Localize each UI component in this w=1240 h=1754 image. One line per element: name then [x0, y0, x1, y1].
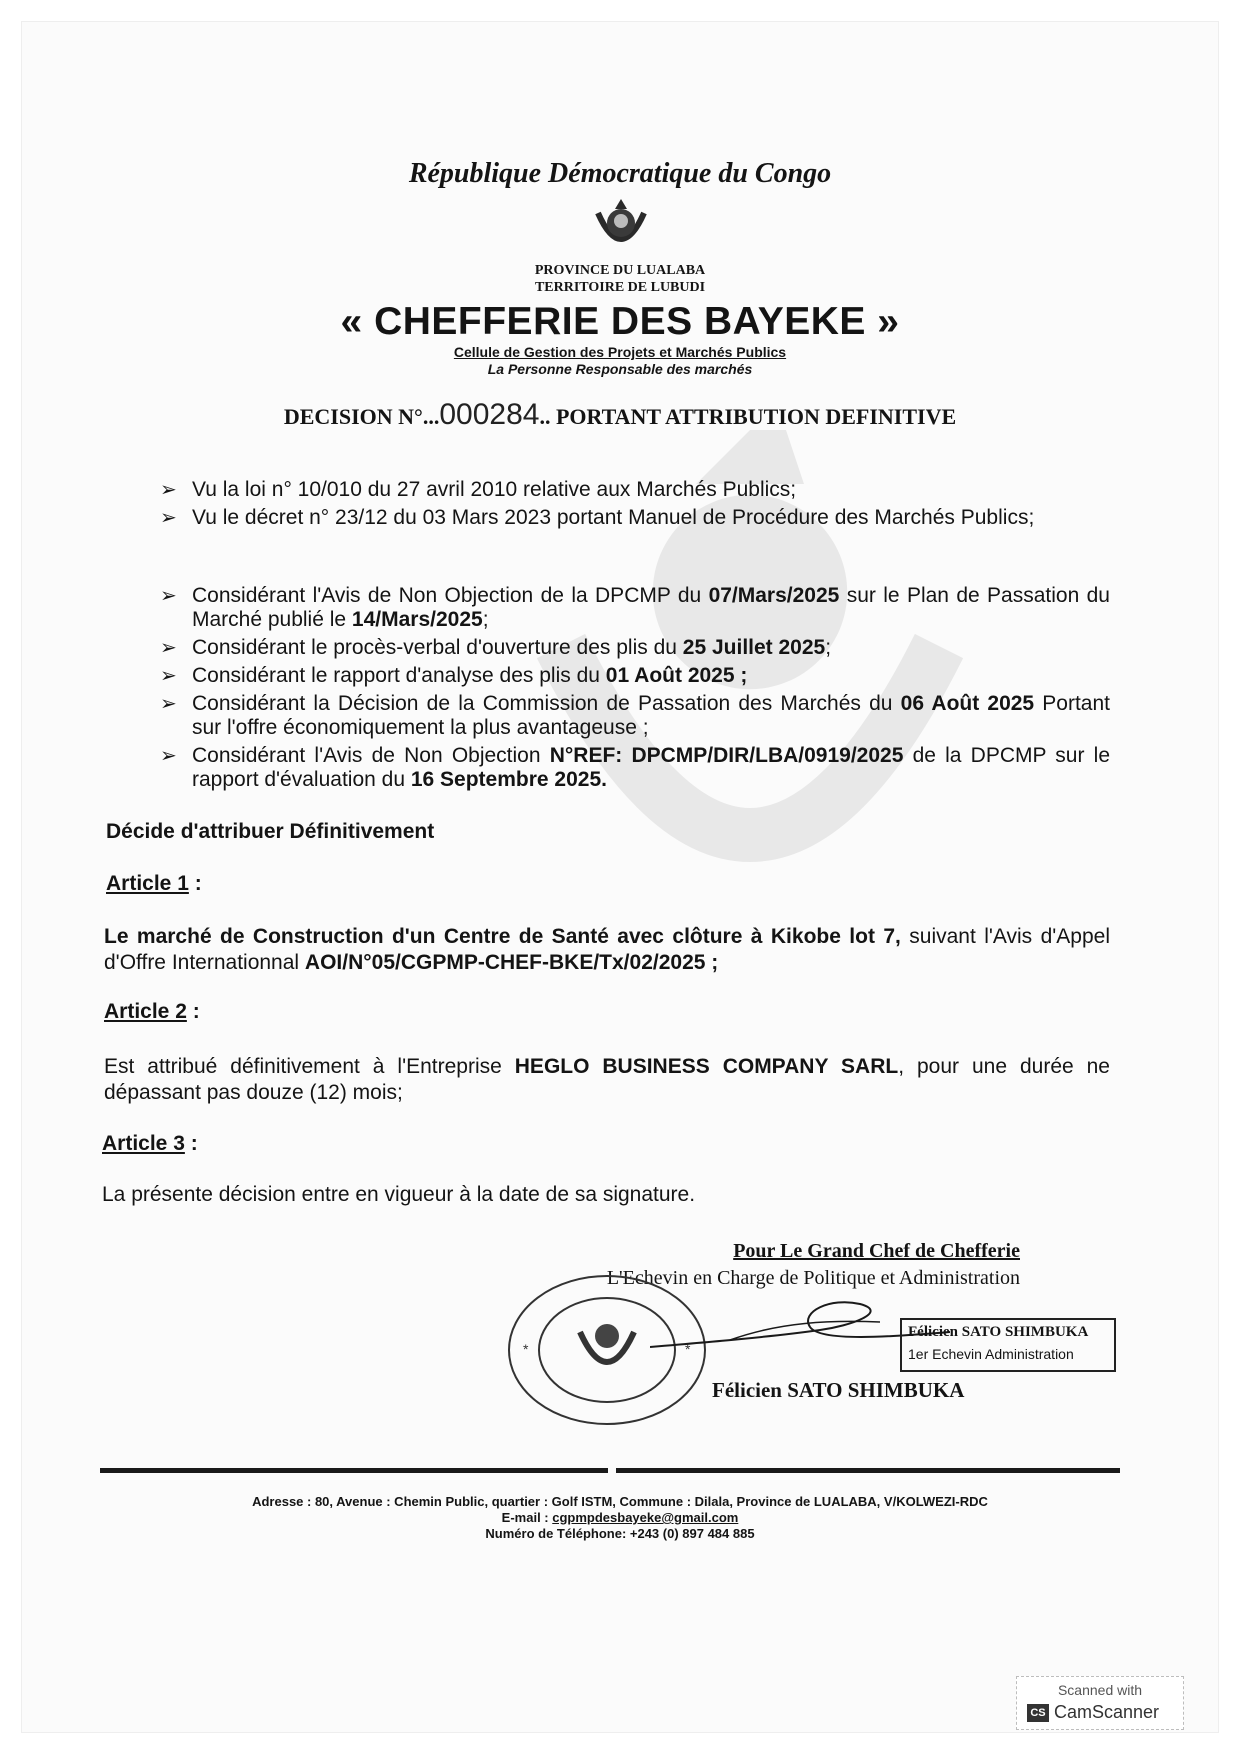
arrow-bullet-icon: ➢ — [160, 637, 177, 659]
arrow-bullet-icon: ➢ — [160, 479, 177, 501]
list-item: ➢ Considérant l'Avis de Non Objection de la DPCMP du 07/Mars/2025 sur le Plan de Passation du Marché publié le 14/Mars/2025; — [160, 584, 1110, 631]
article-3-text: La présente décision entre en vigueur à la date de sa signature. — [102, 1183, 696, 1206]
province-label: PROVINCE DU LUALABA — [534, 263, 706, 278]
article-1-text: Le marché de Construction d'un Centre de Santé avec clôture à Kikobe lot 7, suivant l'Avis d'Appel d'Offre Internationnal AOI/N°05/CGPMP-CHEF-BKE/Tx/02/2025 ; — [104, 925, 1110, 974]
svg-text:*: * — [685, 1341, 691, 1357]
footer-email-link[interactable]: cgpmpdesbayeke@gmail.com — [552, 1510, 739, 1525]
stamp-name: Félicien SATO SHIMBUKA — [908, 1324, 1089, 1340]
considerations-list — [160, 584, 1110, 796]
list-item: ➢ Considérant le rapport d'analyse des plis du 01 Août 2025 ; — [160, 664, 748, 687]
camscanner-logo-icon: CS — [1027, 1704, 1049, 1722]
cell-subtitle: Cellule de Gestion des Projets et Marchés Publics — [453, 344, 787, 360]
camscanner-badge — [1016, 1676, 1184, 1730]
arrow-bullet-icon: ➢ — [160, 585, 177, 607]
footer-phone: Numéro de Téléphone: +243 (0) 897 484 885 — [485, 1526, 755, 1541]
legal-references-list — [160, 478, 1120, 534]
signature-role-line: L'Echevin en Charge de Politique et Administration — [606, 1267, 1020, 1289]
article-2-heading: Article 2 : — [104, 1000, 200, 1023]
article-3-heading: Article 3 : — [102, 1132, 198, 1155]
territory-label: TERRITOIRE DE LUBUDI — [534, 280, 706, 295]
footer-address: Adresse : 80, Avenue : Chemin Public, quartier : Golf ISTM, Commune : Dilala, Province de LUALABA, V/KOLWEZI-RDC — [252, 1494, 988, 1509]
decision-title — [0, 398, 1240, 432]
responsible-subtitle: La Personne Responsable des marchés — [487, 361, 753, 377]
footer-divider-right — [616, 1468, 1120, 1473]
signature-for-line: Pour Le Grand Chef de Chefferie — [733, 1240, 1020, 1262]
signatory-name: Félicien SATO SHIMBUKA — [712, 1378, 965, 1402]
organization-title: « CHEFFERIE DES BAYEKE » — [340, 300, 900, 343]
arrow-bullet-icon: ➢ — [160, 665, 177, 687]
article-1-heading: Article 1 : — [106, 872, 202, 895]
decision-prefix: DECISION N°... — [283, 404, 440, 429]
coat-of-arms-icon — [590, 195, 652, 257]
arrow-bullet-icon: ➢ — [160, 693, 177, 715]
province-block — [0, 262, 1240, 296]
footer-contact — [0, 1494, 1240, 1542]
article-2-text: Est attribué définitivement à l'Entreprise HEGLO BUSINESS COMPANY SARL, pour une durée ne dépassant pas douze (12) mois; — [104, 1055, 1110, 1104]
svg-text:*: * — [523, 1341, 529, 1357]
list-item: ➢ Vu la loi n° 10/010 du 27 avril 2010 relative aux Marchés Publics; — [160, 478, 797, 501]
footer-email-line: E-mail : cgpmpdesbayeke@gmail.com — [501, 1510, 739, 1525]
scanner-line-2: CS CamScanner — [1027, 1702, 1159, 1723]
name-stamp-box — [900, 1318, 1116, 1372]
decide-heading: Décide d'attribuer Définitivement — [106, 820, 435, 843]
list-item: ➢ Considérant le procès-verbal d'ouverture des plis du 25 Juillet 2025; — [160, 636, 832, 659]
list-item: ➢ Considérant la Décision de la Commission de Passation des Marchés du 06 Août 2025 Portant sur l'offre économiquement la plus avantageuse ; — [160, 692, 1110, 739]
republic-title: République Démocratique du Congo — [408, 158, 832, 189]
list-item: ➢ Considérant l'Avis de Non Objection N°REF: DPCMP/DIR/LBA/0919/2025 de la DPCMP sur le rapport d'évaluation du 16 Septembre 2025. — [160, 744, 1110, 791]
stamp-role: 1er Echevin Administration — [908, 1346, 1074, 1362]
scanner-line-1: Scanned with — [1057, 1682, 1143, 1698]
decision-number: 000284 — [439, 398, 540, 431]
decision-suffix: .. PORTANT ATTRIBUTION DEFINITIVE — [539, 404, 957, 429]
arrow-bullet-icon: ➢ — [160, 745, 177, 767]
arrow-bullet-icon: ➢ — [160, 507, 177, 529]
footer-divider-left — [100, 1468, 608, 1473]
list-item: ➢ Vu le décret n° 23/12 du 03 Mars 2023 portant Manuel de Procédure des Marchés Publics; — [160, 506, 1035, 529]
